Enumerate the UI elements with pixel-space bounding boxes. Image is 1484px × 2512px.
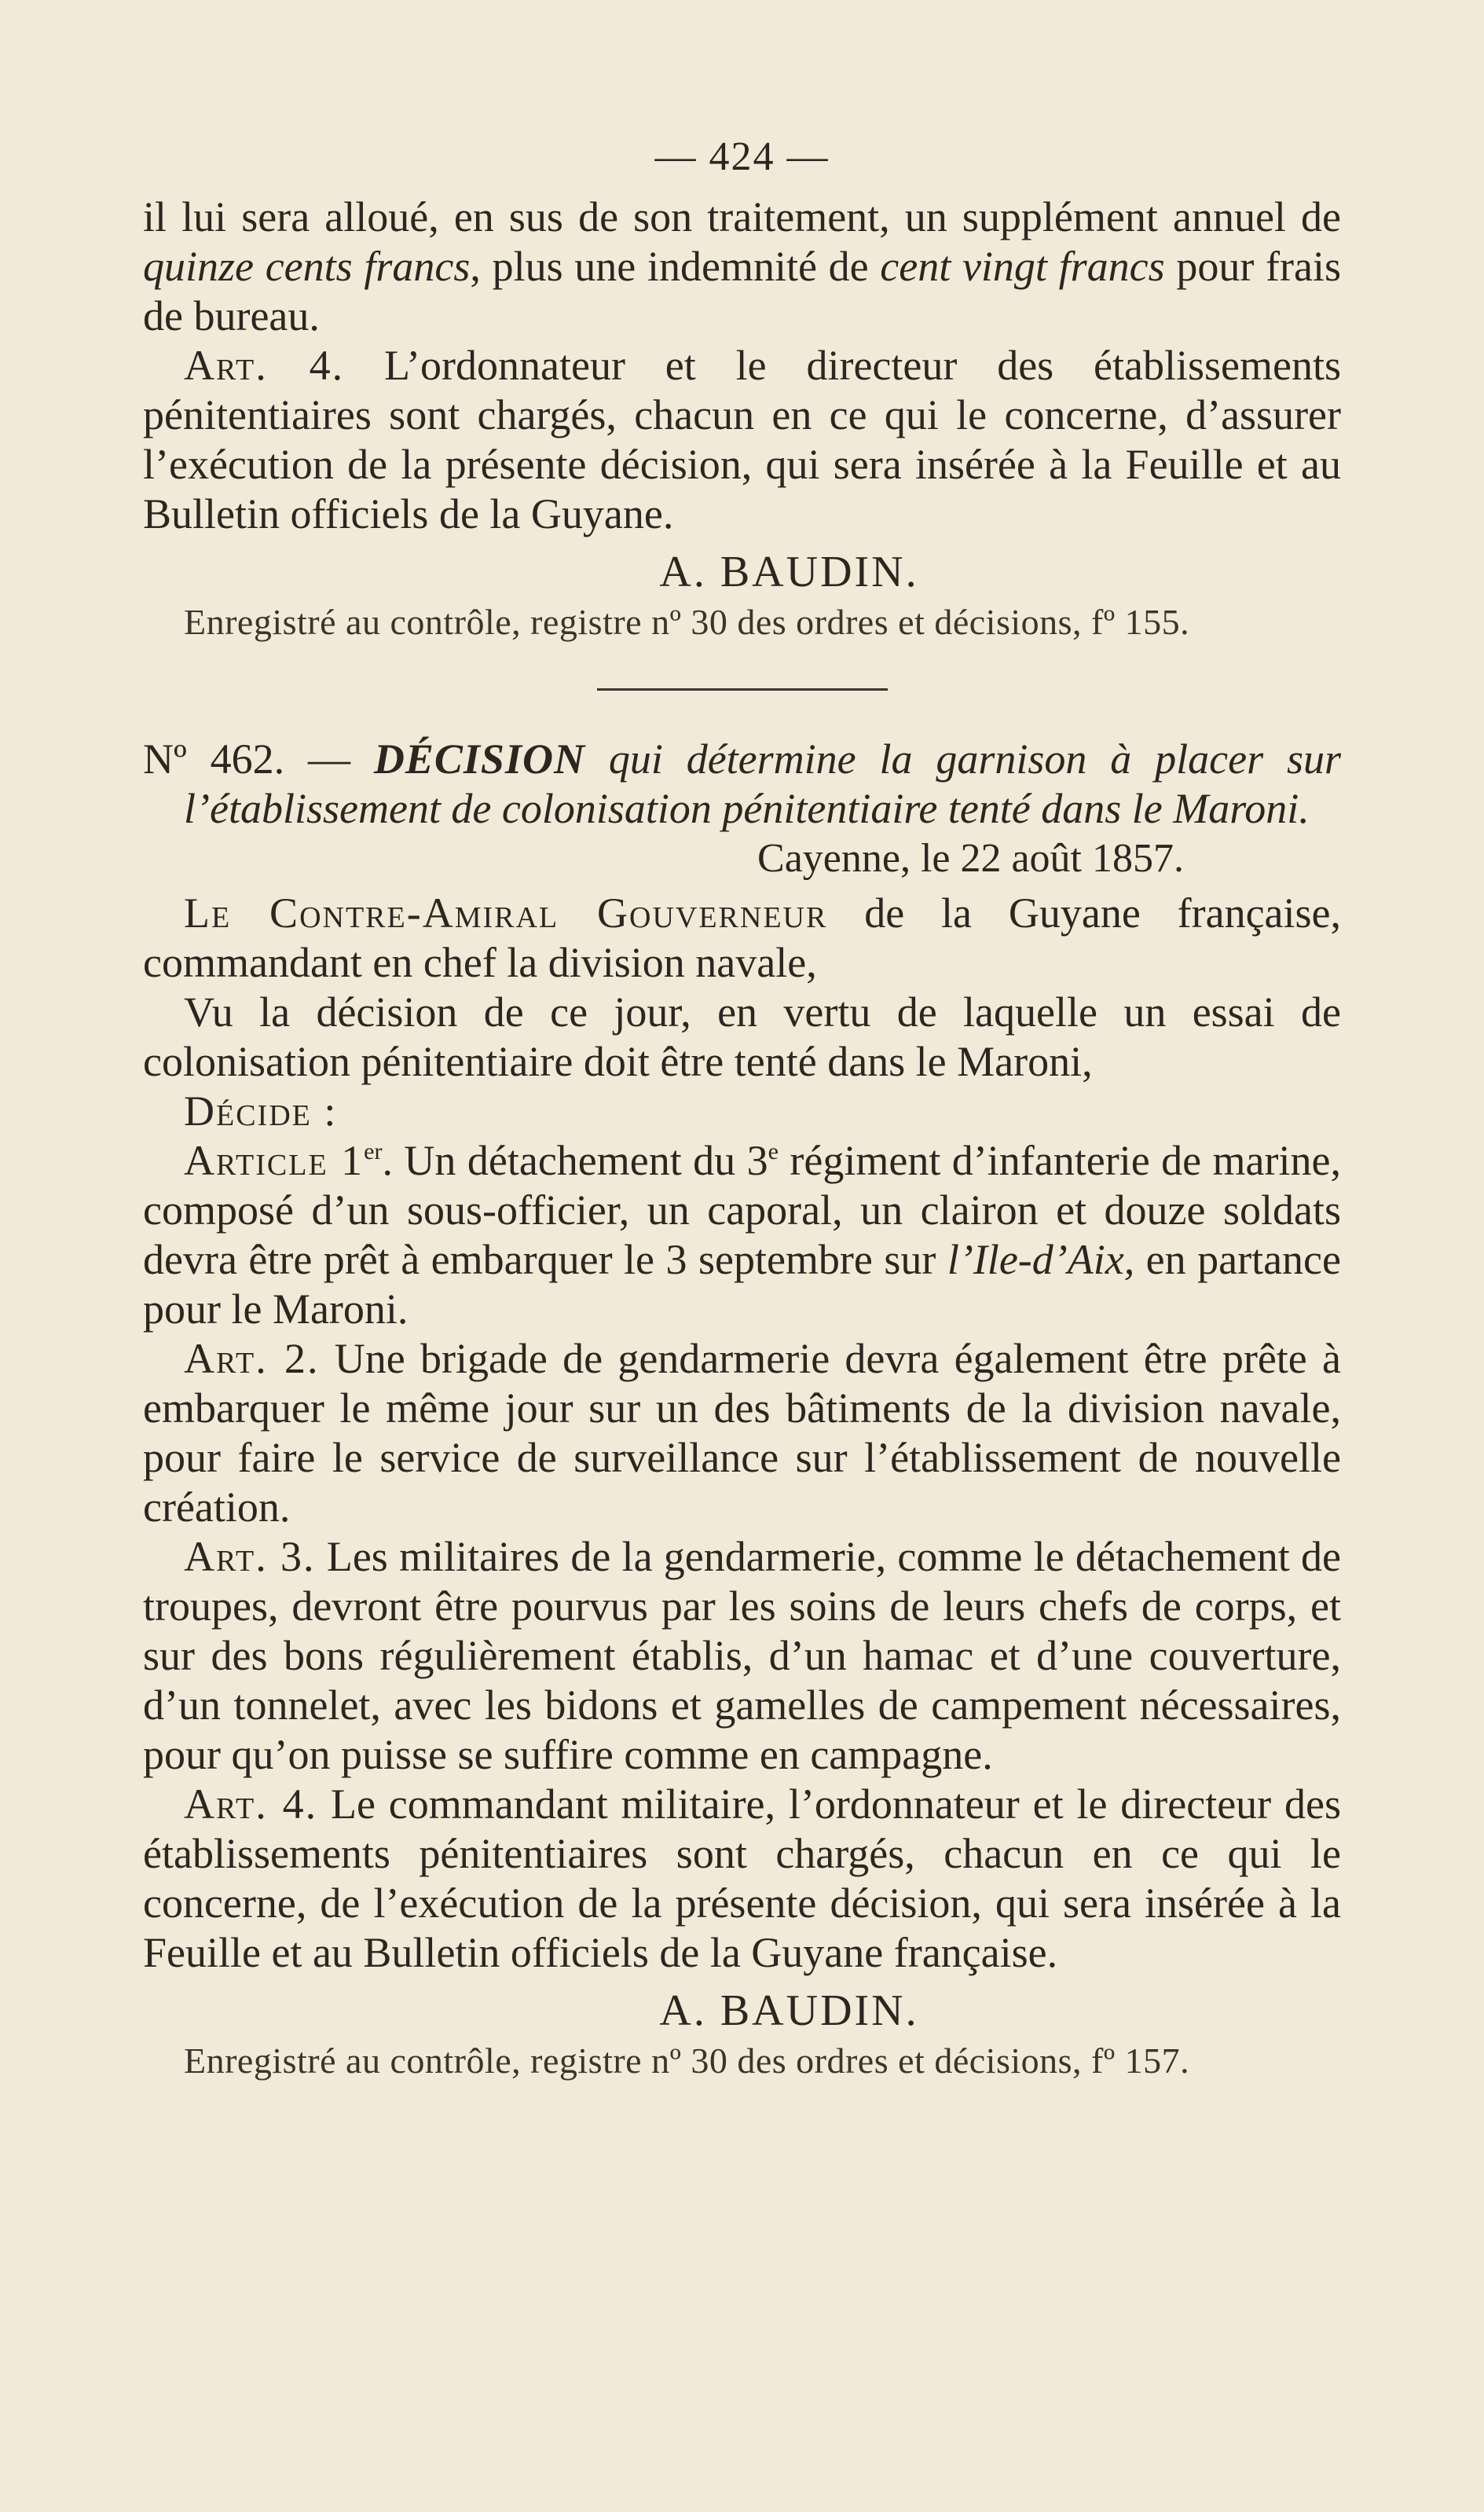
article-label: Art. 4. — [184, 342, 345, 389]
decision-section — [143, 735, 1341, 2085]
article-4-paragraph — [143, 341, 1341, 539]
article-label: Article 1 — [184, 1137, 365, 1184]
registry-note: Enregistré au contrôle, registre nº 30 des ordres et décisions, fº 155. — [184, 602, 1190, 642]
signature: A. BAUDIN. — [659, 548, 919, 596]
text-run: il lui sera alloué, en sus de son traitement, un supplément annuel de — [143, 193, 1341, 240]
document-page — [143, 134, 1341, 2451]
article-label: Art. 3. — [184, 1533, 316, 1580]
article-text: Le commandant militaire, l’ordonnateur et le directeur des établissements pénitentiaires sont chargés, chacun en ce qui le concerne, de l’exécution de la présente décision, qui sera insérée à la Feuille et au Bulletin officiels de la Guyane française. — [143, 1780, 1341, 1976]
vu-paragraph: Vu la décision de ce jour, en vertu de laquelle un essai de colonisation pénitentiaire doit être tenté dans le Maroni, — [143, 988, 1341, 1085]
article-label: Art. 2. — [184, 1335, 320, 1382]
registry-note: Enregistré au contrôle, registre nº 30 des ordres et décisions, fº 157. — [184, 2041, 1190, 2081]
italic-run: cent vingt francs — [880, 243, 1165, 290]
decision-heading — [143, 735, 1341, 834]
superscript: e — [768, 1139, 779, 1164]
decision-title: DÉCISION — [373, 735, 585, 783]
article-text: L’ordonnateur et le directeur des établissements pénitentiaires sont chargés, chacun en ce qui le concerne, d’assurer l’exécution de la présente décision, qui sera insérée à la Feuille et au Bulletin officiels de la Guyane. — [143, 342, 1341, 537]
article-text: en partance pour le Maroni. — [143, 1236, 1341, 1333]
decide-line: Décide : — [184, 1087, 338, 1135]
text-run: , plus une indemnité de — [470, 243, 881, 290]
section-divider — [597, 688, 888, 691]
preamble-paragraph — [143, 889, 1341, 988]
article-3-paragraph — [143, 1532, 1341, 1780]
superscript: er — [364, 1139, 383, 1164]
article-text: Les militaires de la gendarmerie, comme le détachement de troupes, devront être pourvus par les soins de leurs chefs de corps, et sur des bons régulièrement établis, d’un hamac et d’une couverture, d’un tonnelet, avec les bidons et gamelles de campement nécessaires, pour qu’on puisse se suffire comme en campagne. — [143, 1533, 1341, 1778]
page-number: — 424 — — [654, 134, 830, 179]
article-4-paragraph — [143, 1780, 1341, 1978]
article-label: Art. 4. — [184, 1780, 318, 1828]
signature: A. BAUDIN. — [659, 1986, 919, 2035]
article-text: régiment d’infanterie de marine, composé d’un sous-officier, un caporal, un clairon et douze soldats devra être prêt à embarquer le 3 septembre sur — [143, 1137, 1341, 1283]
continuation-paragraph — [143, 193, 1341, 341]
preamble-label: Le Contre-Amiral Gouverneur — [184, 889, 828, 937]
preamble-text: de la Guyane française, commandant en chef la division navale, — [143, 889, 1341, 986]
decision-number: Nº 462. — — [143, 735, 374, 783]
text-run: pour frais de bureau. — [143, 243, 1341, 339]
article-1-paragraph — [143, 1136, 1341, 1334]
ship-name: l’Ile-d’Aix, — [947, 1236, 1135, 1283]
article-text: Une brigade de gendarmerie devra également être prête à embarquer le même jour sur un des bâtiments de la division navale, pour faire le service de surveillance sur l’établissement de nouvelle création. — [143, 1335, 1341, 1531]
italic-run: quinze cents francs — [143, 243, 471, 290]
decision-subtitle: qui détermine la garnison à placer sur l’établissement de colonisation pénitentiaire tenté dans le Maroni. — [184, 735, 1341, 832]
continuation-section — [143, 193, 1341, 646]
decision-date: Cayenne, le 22 août 1857. — [757, 836, 1184, 881]
article-2-paragraph — [143, 1334, 1341, 1532]
article-text: . Un détachement du 3 — [382, 1137, 768, 1184]
